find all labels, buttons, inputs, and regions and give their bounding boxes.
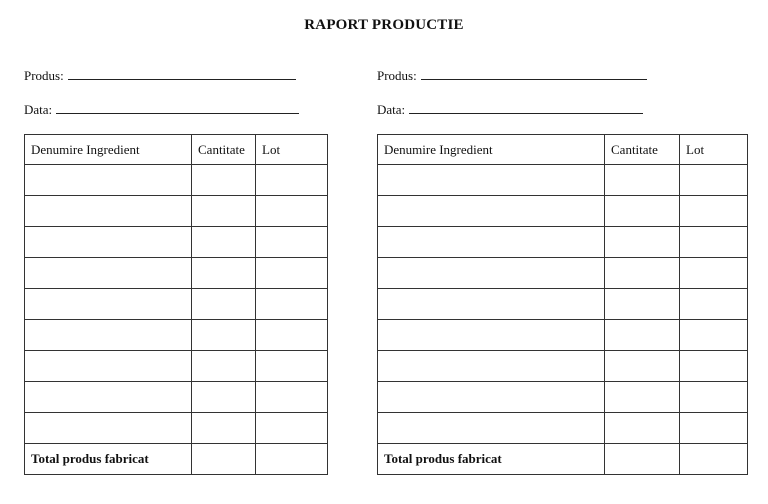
table-row [378, 320, 748, 351]
lot-cell[interactable] [256, 320, 328, 351]
cantitate-cell[interactable] [605, 227, 680, 258]
lot-cell[interactable] [680, 320, 748, 351]
table-row [378, 382, 748, 413]
produs-field[interactable] [24, 68, 296, 84]
table-row [378, 196, 748, 227]
table-row [25, 196, 328, 227]
ingredient-cell[interactable] [378, 289, 605, 320]
lot-cell[interactable] [680, 227, 748, 258]
page-title: RAPORT PRODUCTIE [304, 17, 464, 33]
cantitate-cell[interactable] [605, 382, 680, 413]
ingredient-cell[interactable] [25, 320, 192, 351]
lot-cell[interactable] [680, 289, 748, 320]
lot-cell[interactable] [256, 196, 328, 227]
produs-field[interactable] [377, 68, 647, 84]
lot-cell[interactable] [680, 382, 748, 413]
cantitate-cell[interactable] [192, 351, 256, 382]
table-row [378, 351, 748, 382]
cantitate-cell[interactable] [192, 289, 256, 320]
table-row [378, 258, 748, 289]
cantitate-cell[interactable] [605, 320, 680, 351]
data-label: Data: [377, 102, 406, 117]
ingredients-table [24, 134, 328, 475]
ingredient-cell[interactable] [25, 227, 192, 258]
lot-cell[interactable] [256, 289, 328, 320]
lot-cell[interactable] [680, 413, 748, 444]
data-field[interactable] [377, 102, 643, 118]
produs-line[interactable] [68, 69, 296, 80]
lot-cell[interactable] [680, 165, 748, 196]
lot-cell[interactable] [256, 165, 328, 196]
column-header-cantitate: Cantitate [605, 135, 680, 165]
column-header-ingredient: Denumire Ingredient [25, 135, 192, 165]
ingredient-cell[interactable] [25, 382, 192, 413]
cantitate-cell[interactable] [192, 413, 256, 444]
ingredient-cell[interactable] [378, 320, 605, 351]
ingredient-cell[interactable] [25, 413, 192, 444]
table-row [25, 351, 328, 382]
total-row [25, 444, 328, 475]
table-row [25, 382, 328, 413]
total-label: Total produs fabricat [25, 444, 192, 475]
lot-cell[interactable] [680, 258, 748, 289]
cantitate-cell[interactable] [605, 165, 680, 196]
data-line[interactable] [409, 103, 643, 114]
cantitate-cell[interactable] [605, 258, 680, 289]
cantitate-cell[interactable] [605, 413, 680, 444]
total-lot-cell[interactable] [680, 444, 748, 475]
column-header-cantitate: Cantitate [192, 135, 256, 165]
lot-cell[interactable] [256, 227, 328, 258]
lot-cell[interactable] [256, 413, 328, 444]
ingredient-cell[interactable] [378, 196, 605, 227]
table-header-row [25, 135, 328, 165]
table-row [25, 227, 328, 258]
total-label: Total produs fabricat [378, 444, 605, 475]
lot-cell[interactable] [680, 351, 748, 382]
table-row [25, 320, 328, 351]
cantitate-cell[interactable] [192, 382, 256, 413]
total-cantitate-cell[interactable] [605, 444, 680, 475]
ingredient-cell[interactable] [378, 165, 605, 196]
cantitate-cell[interactable] [192, 320, 256, 351]
data-label: Data: [24, 102, 53, 117]
table-header-row [378, 135, 748, 165]
table-row [378, 289, 748, 320]
ingredients-table [377, 134, 748, 475]
column-header-ingredient: Denumire Ingredient [378, 135, 605, 165]
ingredient-cell[interactable] [25, 289, 192, 320]
cantitate-cell[interactable] [192, 227, 256, 258]
ingredient-cell[interactable] [25, 258, 192, 289]
table-row [25, 289, 328, 320]
ingredient-cell[interactable] [378, 258, 605, 289]
cantitate-cell[interactable] [605, 196, 680, 227]
data-line[interactable] [56, 103, 299, 114]
ingredient-cell[interactable] [378, 382, 605, 413]
ingredient-cell[interactable] [378, 351, 605, 382]
table-row [378, 165, 748, 196]
column-header-lot: Lot [680, 135, 748, 165]
produs-line[interactable] [421, 69, 647, 80]
cantitate-cell[interactable] [605, 289, 680, 320]
cantitate-cell[interactable] [605, 351, 680, 382]
ingredient-cell[interactable] [25, 196, 192, 227]
produs-label: Produs: [377, 68, 417, 83]
table-row [378, 227, 748, 258]
ingredient-cell[interactable] [25, 351, 192, 382]
lot-cell[interactable] [680, 196, 748, 227]
lot-cell[interactable] [256, 258, 328, 289]
data-field[interactable] [24, 102, 299, 118]
table-row [25, 165, 328, 196]
total-row [378, 444, 748, 475]
ingredient-cell[interactable] [25, 165, 192, 196]
cantitate-cell[interactable] [192, 258, 256, 289]
table-row [378, 413, 748, 444]
ingredient-cell[interactable] [378, 413, 605, 444]
total-cantitate-cell[interactable] [192, 444, 256, 475]
ingredient-cell[interactable] [378, 227, 605, 258]
total-lot-cell[interactable] [256, 444, 328, 475]
lot-cell[interactable] [256, 351, 328, 382]
produs-label: Produs: [24, 68, 64, 83]
cantitate-cell[interactable] [192, 196, 256, 227]
column-header-lot: Lot [256, 135, 328, 165]
table-row [25, 258, 328, 289]
cantitate-cell[interactable] [192, 165, 256, 196]
lot-cell[interactable] [256, 382, 328, 413]
table-row [25, 413, 328, 444]
